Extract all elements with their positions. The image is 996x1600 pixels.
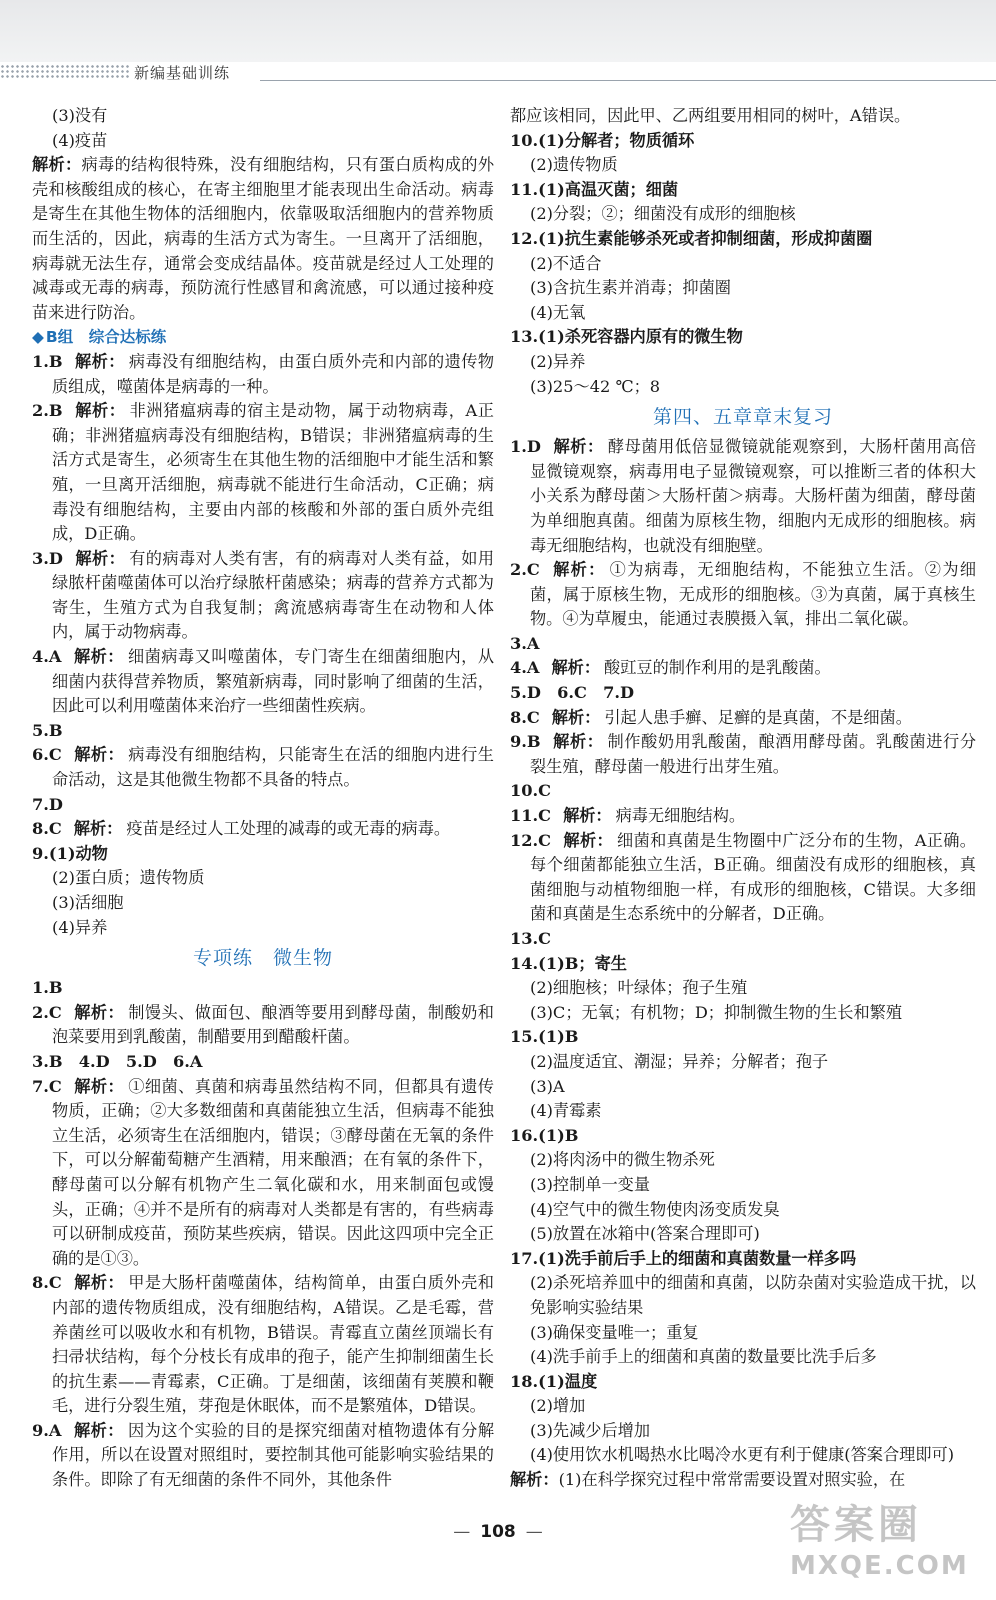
continued-text: 都应该相同，因此甲、乙两组要用相同的树叶，A错误。 bbox=[510, 106, 911, 125]
question-number: 11. bbox=[510, 806, 539, 826]
question-answer: C bbox=[48, 1273, 62, 1293]
question-item bbox=[510, 1124, 976, 1149]
question-item bbox=[32, 1419, 494, 1493]
question-number: 2. bbox=[32, 401, 49, 421]
question-answer: (1)动物 bbox=[48, 843, 108, 863]
question-answer: C bbox=[48, 1002, 62, 1022]
question-number: 4. bbox=[510, 658, 527, 678]
question-answer: C bbox=[48, 819, 62, 839]
answer-line-multi: 3.B 4.D 5.D 6.A bbox=[32, 1051, 203, 1071]
question-item bbox=[32, 350, 494, 399]
analysis-label: 解析： bbox=[74, 401, 126, 421]
question-answer: (1)洗手前后手上的细菌和真菌数量一样多吗 bbox=[538, 1248, 857, 1268]
answer-subline: (2)增加 bbox=[530, 1396, 586, 1416]
analysis-label: 解析： bbox=[551, 658, 601, 678]
question-number: 8. bbox=[32, 819, 49, 839]
question-answer: B bbox=[48, 978, 63, 998]
question-item bbox=[510, 656, 976, 681]
question-answer: (1)杀死容器内原有的微生物 bbox=[538, 327, 743, 347]
header-title: 新编基础训练 bbox=[134, 64, 231, 82]
answer-subline: (2)分裂；②；细菌没有成形的细胞核 bbox=[530, 204, 796, 224]
question-answer: C bbox=[48, 1076, 62, 1096]
analysis-text: 制馒头、做面包、酿酒等要用到酵母菌，制酸奶和泡菜要用到乳酸菌，制醋要用到醋酸杆菌。 bbox=[52, 1002, 494, 1047]
analysis-text: 病毒无细胞结构。 bbox=[615, 806, 746, 826]
question-item bbox=[32, 743, 494, 792]
question-item bbox=[510, 706, 976, 731]
question-item bbox=[510, 558, 976, 632]
analysis-label: 解析： bbox=[73, 1002, 125, 1022]
question-answer: A bbox=[526, 633, 540, 653]
question-item bbox=[510, 779, 976, 804]
analysis-label: 解析： bbox=[563, 806, 612, 826]
question-item bbox=[510, 435, 976, 558]
question-answer: A bbox=[526, 658, 540, 678]
analysis-label: 解析： bbox=[510, 1470, 559, 1490]
answer-subline: (3)先减少后增加 bbox=[530, 1420, 651, 1440]
analysis-text: 病毒没有细胞结构，只能寄生在活的细胞内进行生命活动，这是其他微生物都不具备的特点。 bbox=[52, 745, 494, 790]
analysis-text: 疫苗是经过人工处理的减毒的或无毒的病毒。 bbox=[126, 819, 451, 839]
question-item bbox=[510, 1247, 976, 1272]
question-number: 1. bbox=[510, 437, 527, 457]
question-number: 7. bbox=[32, 794, 49, 814]
answer-subline: (2)细胞核；叶绿体；孢子生殖 bbox=[530, 978, 748, 998]
footer-dash-left: — bbox=[453, 1522, 471, 1542]
question-item bbox=[32, 399, 494, 547]
question-answer: C bbox=[538, 929, 552, 948]
question-number: 15. bbox=[510, 1027, 539, 1047]
analysis-label: 解析： bbox=[73, 1273, 125, 1293]
question-item bbox=[32, 976, 494, 1001]
section-title: 专项练 微生物 bbox=[192, 947, 333, 970]
right-column bbox=[510, 104, 976, 1493]
header-dot-pattern bbox=[0, 64, 130, 80]
analysis-text: 有的病毒对人类有害，有的病毒对人类有益，如用绿脓杆菌噬菌体可以治疗绿脓杆菌感染；病毒的营养方式都为寄生，生殖方式为自我复制；禽流感病毒寄生在动物和人体内，属于动物病毒。 bbox=[52, 548, 495, 642]
analysis-text: 细菌病毒又叫噬菌体，专门寄生在细菌细胞内，从细菌内获得营养物质，繁殖新病毒，同时影响了细菌的生活，因此可以利用噬菌体来治疗一些细菌性疾病。 bbox=[52, 647, 495, 716]
question-answer: C bbox=[526, 707, 540, 727]
question-item bbox=[510, 829, 976, 927]
analysis-label: 解析： bbox=[73, 1076, 125, 1096]
question-answer: (1)温度 bbox=[538, 1371, 598, 1391]
question-item bbox=[32, 547, 494, 645]
question-number: 10. bbox=[510, 130, 539, 150]
question-number: 1. bbox=[32, 978, 49, 998]
analysis-text: (1)在科学探究过程中常常需要设置对照实验，在 bbox=[558, 1470, 906, 1490]
question-item bbox=[510, 952, 976, 977]
answer-subline: (2)蛋白质；遗传物质 bbox=[52, 868, 205, 888]
answer-subline: (4)疫苗 bbox=[52, 130, 108, 150]
analysis-label: 解析： bbox=[552, 437, 604, 457]
answer-subline: (2)温度适宜、潮湿；异养；分解者；孢子 bbox=[530, 1051, 829, 1071]
diamond-icon: ◆ bbox=[32, 328, 44, 347]
answer-subline: (3)C；无氧；有机物；D；抑制微生物的生长和繁殖 bbox=[530, 1002, 903, 1022]
question-item bbox=[510, 227, 976, 252]
header-rule bbox=[260, 80, 996, 81]
analysis-text: 细菌和真菌是生物圈中广泛分布的生物，A正确。每个细菌都能独立生活，B正确。细菌没有成形的细胞核，真菌细胞与动植物细胞一样，有成形的细胞核，C错误。大多细菌和真菌是生态系统中的分解者，D正确。 bbox=[530, 830, 976, 924]
question-number: 13. bbox=[510, 327, 539, 347]
question-answer: C bbox=[538, 781, 552, 801]
question-answer: C bbox=[526, 560, 540, 580]
question-number: 18. bbox=[510, 1371, 539, 1391]
analysis-label: 解析： bbox=[552, 732, 604, 752]
question-item bbox=[510, 927, 976, 952]
analysis-text: 引起人患手癣、足癣的是真菌，不是细菌。 bbox=[604, 707, 912, 727]
group-title bbox=[32, 325, 494, 350]
question-answer: D bbox=[526, 437, 541, 457]
question-item bbox=[32, 645, 494, 719]
answer-subline: (3)控制单一变量 bbox=[530, 1174, 651, 1194]
analysis-text: ①细菌、真菌和病毒虽然结构不同，但都具有遗传物质，正确；②大多数细菌和真菌能独立生活，但病毒不能独立生活，必须寄生在活细胞内，错误；③酵母菌在无氧的条件下，可以分解葡萄糖产生酒精，用来酿酒；在有氧的条件下，酵母菌可以分解有机物产生二氧化碳和水，用来制面包或馒头，正确；④并不是所有的病毒对人类都是有害的，有些病毒可以研制成疫苗，预防某些疾病，错误。因此这四项中完全正确的是①③。 bbox=[52, 1076, 494, 1268]
answer-subline: (4)洗手前手上的细菌和真菌的数量要比洗手后多 bbox=[530, 1347, 877, 1367]
analysis-label: 解析： bbox=[73, 1420, 124, 1440]
analysis-label: 解析： bbox=[563, 830, 614, 850]
answer-subline: (3)活细胞 bbox=[52, 893, 124, 912]
analysis-label: 解析： bbox=[551, 707, 601, 727]
question-answer: C bbox=[48, 745, 62, 765]
question-answer: C bbox=[538, 806, 552, 826]
question-number: 3. bbox=[32, 548, 49, 568]
analysis-text: 非洲猪瘟病毒的宿主是动物，属于动物病毒，A正确；非洲猪瘟病毒没有细胞结构，B错误；非洲猪瘟病毒的生活方式是寄生，必须寄生在其他生物的活细胞中才能生活和繁殖，一旦离开活细胞，病毒就不能进行生命活动，C正确；病毒没有细胞结构，主要由内部的核酸和外部的蛋白质外壳组成，D正确。 bbox=[52, 401, 494, 544]
analysis-text: 甲是大肠杆菌噬菌体，结构简单，由蛋白质外壳和内部的遗传物质组成，没有细胞结构，A错误。乙是毛霉，营养菌丝可以吸收水和有机物，B错误。青霉直立菌丝顶端长有扫帚状结构，每个分枝长有成串的孢子，能产生抑制细菌生长的抗生素——青霉素，C正确。丁是细菌，该细菌有荚膜和鞭毛，进行分裂生殖，芽孢是休眠体，而不是繁殖体，D错误。 bbox=[52, 1273, 494, 1416]
analysis-text: 因为这个实验的目的是探究细菌对植物遗体有分解作用，所以在设置对照组时，要控制其他可能影响实验结果的条件。即除了有无细菌的条件不同外，其他条件 bbox=[52, 1420, 495, 1490]
question-number: 12. bbox=[510, 830, 539, 850]
question-answer: (1)B bbox=[538, 1125, 579, 1145]
question-item bbox=[32, 817, 494, 842]
answer-subline: (2)遗传物质 bbox=[530, 155, 618, 175]
question-number: 9. bbox=[32, 843, 49, 863]
question-number: 4. bbox=[32, 647, 49, 667]
watermark-line1: 答案圈 bbox=[790, 1502, 922, 1548]
question-answer: B bbox=[526, 732, 541, 752]
question-answer: D bbox=[48, 548, 63, 568]
answer-subline: (2)杀死培养皿中的细菌和真菌，以防杂菌对实验造成干扰，以免影响实验结果 bbox=[530, 1273, 976, 1317]
question-answer: (1)抗生素能够杀死或者抑制细菌，形成抑菌圈 bbox=[538, 228, 873, 248]
analysis-text: 病毒没有细胞结构，由蛋白质外壳和内部的遗传物质组成，噬菌体是病毒的一种。 bbox=[52, 351, 495, 396]
question-answer: (1)B bbox=[538, 1027, 579, 1047]
answer-subline: (3)A bbox=[530, 1076, 565, 1096]
question-item bbox=[32, 719, 494, 744]
left-column bbox=[32, 104, 494, 1493]
question-number: 2. bbox=[32, 1002, 49, 1022]
question-answer: (1)B；寄生 bbox=[538, 953, 627, 973]
question-item bbox=[510, 632, 976, 657]
question-number: 9. bbox=[32, 1420, 49, 1440]
question-number: 16. bbox=[510, 1125, 539, 1145]
question-number: 10. bbox=[510, 781, 539, 801]
question-answer: D bbox=[48, 794, 63, 814]
analysis-label: 解析： bbox=[74, 351, 125, 371]
answer-subline: (2)不适合 bbox=[530, 253, 602, 273]
answer-line-multi: 5.D 6.C 7.D bbox=[510, 683, 635, 703]
footer-dash-right: — bbox=[525, 1522, 543, 1542]
section-title: 第四、五章章末复习 bbox=[652, 406, 833, 429]
question-number: 11. bbox=[510, 179, 539, 199]
answer-subline: (3)含抗生素并消毒；抑菌圈 bbox=[530, 278, 731, 298]
question-answer: B bbox=[48, 720, 63, 740]
question-number: 2. bbox=[510, 560, 527, 580]
question-item bbox=[510, 325, 976, 350]
question-answer: (1)分解者；物质循环 bbox=[538, 130, 695, 150]
analysis-label: 解析： bbox=[551, 560, 606, 580]
question-number: 3. bbox=[510, 633, 527, 653]
question-number: 17. bbox=[510, 1248, 539, 1268]
question-item bbox=[510, 730, 976, 779]
analysis-label: 解析： bbox=[73, 647, 124, 667]
question-item bbox=[510, 129, 976, 154]
header-band bbox=[0, 0, 996, 62]
question-answer: B bbox=[48, 351, 63, 371]
analysis-label: 解析： bbox=[74, 548, 126, 568]
analysis-text: 制作酸奶用乳酸菌，酿酒用酵母菌。乳酸菌进行分裂生殖，酵母菌一般进行出芽生殖。 bbox=[530, 732, 977, 776]
analysis-text: 酸豇豆的制作利用的是乳酸菌。 bbox=[604, 658, 831, 678]
answer-subline: (3)没有 bbox=[52, 106, 108, 125]
question-item bbox=[510, 804, 976, 829]
question-number: 1. bbox=[32, 351, 49, 371]
question-item bbox=[510, 1370, 976, 1395]
question-number: 7. bbox=[32, 1076, 49, 1096]
analysis-paragraph bbox=[510, 1468, 976, 1493]
answer-subline: (4)空气中的微生物使肉汤变质发臭 bbox=[530, 1199, 780, 1219]
analysis-label: 解析： bbox=[32, 155, 82, 175]
answer-subline: (2)异养 bbox=[530, 351, 586, 371]
group-title-text: B组 综合达标练 bbox=[45, 328, 167, 347]
page-number: 108 bbox=[480, 1522, 516, 1542]
question-number: 6. bbox=[32, 745, 49, 765]
question-answer: B bbox=[48, 401, 63, 421]
analysis-text: ①为病毒，无细胞结构，不能独立生活。②为细菌，属于原核生物，无成形的细胞核。③为真菌，属于真核生物。④为草履虫，能通过表膜摄入氧，排出二氧化碳。 bbox=[530, 560, 977, 629]
question-item bbox=[510, 1025, 976, 1050]
question-number: 8. bbox=[510, 707, 527, 727]
question-number: 12. bbox=[510, 228, 539, 248]
watermark-line2: MXQE.COM bbox=[790, 1551, 969, 1581]
analysis-text: 病毒的结构很特殊，没有细胞结构，只有蛋白质构成的外壳和核酸组成的核心，在寄主细胞里才能表现出生命活动。病毒是寄生在其他生物体的活细胞内，依靠吸取活细胞内的营养物质而生活的，因此，病毒的生活方式为寄生。一旦离开了活细胞，病毒就无法生存，通常会变成结晶体。疫苗就是经过人工处理的减毒或无毒的病毒，预防流行性感冒和禽流感，可以通过接种疫苗来进行防治。 bbox=[32, 155, 495, 322]
question-answer: A bbox=[48, 1420, 62, 1440]
answer-subline: (5)放置在冰箱中(答案合理即可) bbox=[530, 1224, 760, 1244]
question-number: 5. bbox=[32, 720, 49, 740]
watermark-logo bbox=[790, 1500, 990, 1594]
question-answer: C bbox=[538, 830, 552, 850]
question-item bbox=[32, 1075, 494, 1272]
question-item bbox=[32, 842, 494, 867]
answer-subline: (4)异养 bbox=[52, 917, 108, 937]
answer-subline: (4)青霉素 bbox=[530, 1101, 602, 1121]
analysis-label: 解析： bbox=[73, 819, 123, 839]
question-answer: A bbox=[48, 647, 62, 667]
question-number: 14. bbox=[510, 953, 539, 973]
question-item bbox=[32, 1271, 494, 1419]
analysis-text: 酵母菌用低倍显微镜就能观察到，大肠杆菌用高倍显微镜观察，病毒用电子显微镜观察，可以推断三者的体积大小关系为酵母菌＞大肠杆菌＞病毒。大肠杆菌为细菌，酵母菌为单细胞真菌。细菌为原核生物，细胞内无成形的细胞核。病毒无细胞结构，也就没有细胞壁。 bbox=[530, 437, 977, 555]
question-number: 8. bbox=[32, 1273, 49, 1293]
question-item bbox=[510, 178, 976, 203]
answer-subline: (4)无氧 bbox=[530, 302, 586, 322]
question-item bbox=[32, 1001, 494, 1050]
answer-subline: (4)使用饮水机喝热水比喝冷水更有利于健康(答案合理即可) bbox=[530, 1445, 955, 1465]
answer-subline: (3)确保变量唯一；重复 bbox=[530, 1322, 699, 1342]
question-answer: (1)高温灭菌；细菌 bbox=[538, 179, 679, 199]
answer-subline: (2)将肉汤中的微生物杀死 bbox=[530, 1150, 715, 1170]
question-number: 9. bbox=[510, 732, 527, 752]
analysis-label: 解析： bbox=[73, 745, 125, 765]
question-item bbox=[32, 793, 494, 818]
answer-subline: (3)25～42 ℃；8 bbox=[530, 376, 661, 396]
analysis-paragraph bbox=[32, 153, 494, 325]
question-number: 13. bbox=[510, 929, 539, 948]
